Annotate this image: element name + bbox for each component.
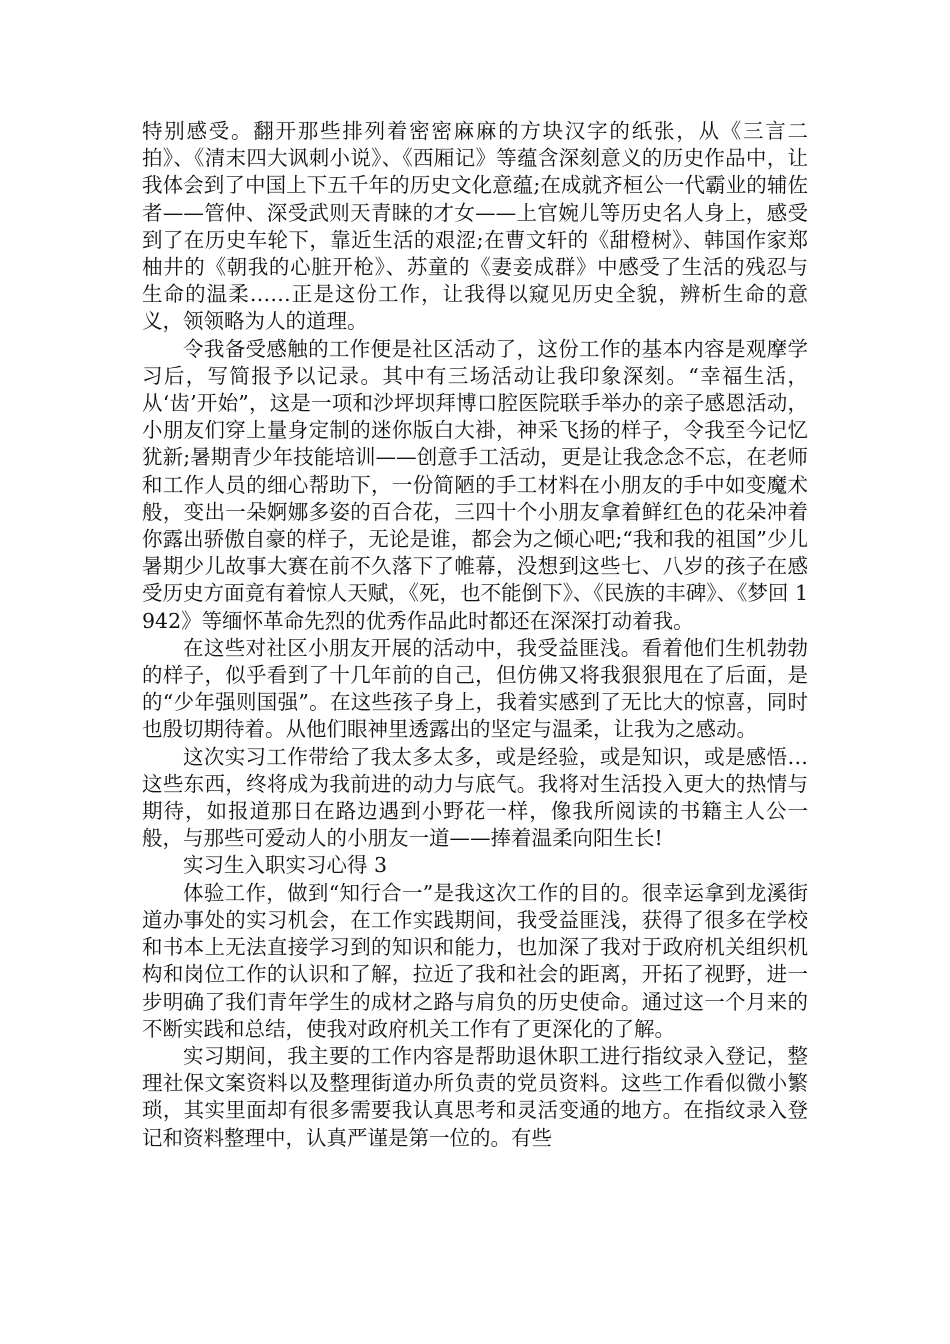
document-page	[142, 118, 808, 1152]
paragraph-4: 这次实习工作带给了我太多太多，或是经验，或是知识，或是感悟…这些东西，终将成为我前进的动力与底气。我将对生活投入更大的热情与期待，如报道那日在路边遇到小野花一样，像我所阅读的书籍主人公一般，与那些可爱动人的小朋友一道——捧着温柔向阳生长!	[142, 744, 808, 851]
paragraph-2: 令我备受感触的工作便是社区活动了，这份工作的基本内容是观摩学习后，写简报予以记录。其中有三场活动让我印象深刻。“幸福生活，从‘齿’开始”，这是一项和沙坪坝拜博口腔医院联手举办的亲子感恩活动，小朋友们穿上量身定制的迷你版白大褂，神采飞扬的样子，令我至今记忆犹新;暑期青少年技能培训——创意手工活动，更是让我念念不忘，在老师和工作人员的细心帮助下，一份简陋的手工材料在小朋友的手中如变魔术般，变出一朵婀娜多姿的百合花，三四十个小朋友拿着鲜红色的花朵冲着你露出骄傲自豪的样子，无论是谁，都会为之倾心吧;“我和我的祖国”少儿暑期少儿故事大赛在前不久落下了帷幕，没想到这些七、八岁的孩子在感受历史方面竟有着惊人天赋，《死，也不能倒下》、《民族的丰碑》、《梦回 1942》等缅怀革命先烈的优秀作品此时都还在深深打动着我。	[142, 336, 808, 633]
section-heading: 实习生入职实习心得 3	[183, 853, 388, 878]
paragraph-5: 体验工作，做到“知行合一”是我这次工作的目的。很幸运拿到龙溪街道办事处的实习机会，在工作实践期间，我受益匪浅，获得了很多在学校和书本上无法直接学习到的知识和能力，也加深了我对于政府机关组织机构和岗位工作的认识和了解，拉近了我和社会的距离，开拓了视野，进一步明确了我们青年学生的成材之路与肩负的历史使命。通过这一个月来的不断实践和总结，使我对政府机关工作有了更深化的了解。	[142, 880, 808, 1041]
paragraph-1: 特别感受。翻开那些排列着密密麻麻的方块汉字的纸张，从《三言二拍》、《清末四大讽刺小说》、《西厢记》等蕴含深刻意义的历史作品中，让我体会到了中国上下五千年的历史文化意蕴;在成就齐桓公一代霸业的辅佐者——管仲、深受武则天青睐的才女——上官婉儿等历史名人身上，感受到了在历史车轮下，靠近生活的艰涩;在曹文轩的《甜橙树》、韩国作家郑柚井的《朝我的心脏开枪》、苏童的《妻妾成群》中感受了生活的残忍与生命的温柔……正是这份工作，让我得以窥见历史全貌，辨析生命的意义，领领略为人的道理。	[142, 119, 808, 334]
paragraph-3: 在这些对社区小朋友开展的活动中，我受益匪浅。看着他们生机勃勃的样子，似乎看到了十几年前的自己，但仿佛又将我狠狠甩在了后面，是的“少年强则国强”。在这些孩子身上，我着实感到了无比大的惊喜，同时也殷切期待着。从他们眼神里透露出的坚定与温柔，让我为之感动。	[142, 635, 808, 742]
paragraph-6: 实习期间，我主要的工作内容是帮助退休职工进行指纹录入登记，整理社保文案资料以及整理街道办所负责的党员资料。这些工作看似微小繁琐，其实里面却有很多需要我认真思考和灵活变通的地方。在指纹录入登记和资料整理中，认真严谨是第一位的。有些	[142, 1043, 808, 1150]
